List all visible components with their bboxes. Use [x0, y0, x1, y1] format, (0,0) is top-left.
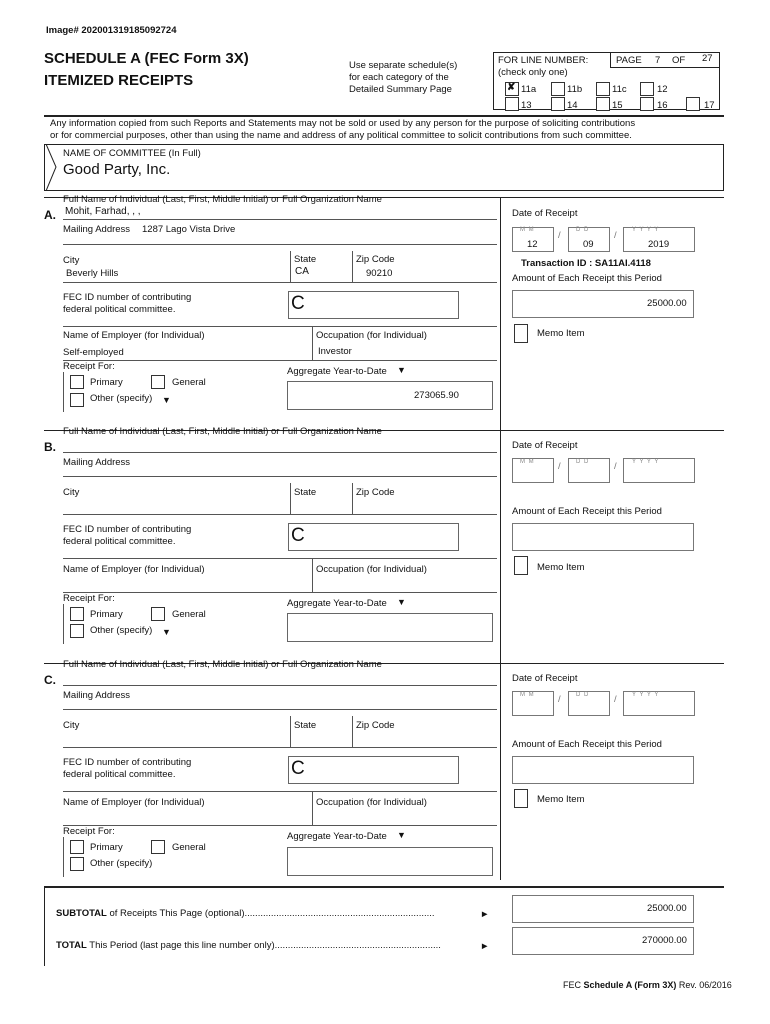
- a-employer-label: Name of Employer (for Individual): [63, 330, 205, 341]
- a-fec-c-letter: C: [291, 293, 305, 314]
- c-zip-label: Zip Code: [356, 720, 395, 731]
- subtotal-value: 25000.00: [647, 903, 687, 914]
- c-fec-id-label: FEC ID number of contributing federal political committee.: [63, 757, 192, 780]
- b-fec-id-field[interactable]: [288, 523, 459, 551]
- b-state-label: State: [294, 487, 317, 498]
- b-employer-label: Name of Employer (for Individual): [63, 564, 205, 575]
- line-11b-checkbox[interactable]: [551, 82, 565, 96]
- b-fec-c-letter: C: [291, 525, 305, 546]
- b-memo-checkbox[interactable]: [514, 556, 528, 575]
- a-primary-checkbox[interactable]: [70, 375, 84, 389]
- image-id: Image# 202001319185092724: [46, 25, 177, 36]
- line-17-label: 17: [704, 100, 715, 111]
- page-total: 27: [702, 53, 713, 64]
- b-amount-label: Amount of Each Receipt this Period: [512, 506, 662, 517]
- b-other-checkbox[interactable]: [70, 624, 84, 638]
- b-aggregate-field[interactable]: [287, 613, 493, 642]
- b-primary-label: Primary: [90, 609, 123, 620]
- c-city-label: City: [63, 720, 80, 731]
- c-aggregate-field[interactable]: [287, 847, 493, 876]
- c-section-letter: C.: [44, 673, 56, 687]
- line-12-checkbox[interactable]: [640, 82, 654, 96]
- b-fec-id-label: FEC ID number of contributing federal political committee.: [63, 524, 192, 547]
- b-general-label: General: [172, 609, 206, 620]
- line-13-label: 13: [521, 100, 532, 111]
- a-receipt-for-label: Receipt For:: [63, 361, 115, 372]
- a-zip-label: Zip Code: [356, 254, 395, 265]
- a-occupation-label: Occupation (for Individual): [316, 330, 427, 341]
- a-aggregate-field[interactable]: [287, 381, 493, 410]
- c-occupation-label: Occupation (for Individual): [316, 797, 427, 808]
- check-only-one: (check only one): [498, 67, 568, 78]
- disclaimer: Any information copied from such Reports and Statements may not be sold or used by any person for the purpose of soliciting contributions or for commercial purposes, other than using the name and address of any political committee to solicit contributions from such committee.: [50, 118, 636, 141]
- b-zip-label: Zip Code: [356, 487, 395, 498]
- b-city-label: City: [63, 487, 80, 498]
- c-fec-c-letter: C: [291, 758, 305, 779]
- b-amount-field[interactable]: [512, 523, 694, 551]
- a-fec-id-label: FEC ID number of contributing federal political committee.: [63, 292, 192, 315]
- a-date-day-value: 09: [583, 239, 594, 250]
- c-general-label: General: [172, 842, 206, 853]
- line-11c-label: 11c: [612, 84, 627, 95]
- b-other-label: Other (specify): [90, 625, 153, 636]
- b-section-letter: B.: [44, 440, 56, 454]
- total-value: 270000.00: [642, 935, 687, 946]
- c-full-name-label: Full Name of Individual (Last, First, Middle Initial) or Full Organization Name: [63, 659, 382, 670]
- a-transaction-id: Transaction ID : SA11AI.4118: [521, 258, 651, 269]
- a-state-value: CA: [295, 266, 309, 277]
- a-memo-label: Memo Item: [537, 328, 585, 339]
- a-mailing-address: 1287 Lago Vista Drive: [142, 224, 236, 235]
- subtotal-label: SUBTOTAL of Receipts This Page (optional)........................................................................: [56, 908, 435, 919]
- line-11a-checkbox[interactable]: ✘: [505, 82, 519, 96]
- a-state-label: State: [294, 254, 317, 265]
- line-14-checkbox[interactable]: [551, 97, 565, 111]
- line-number-label: FOR LINE NUMBER:: [498, 55, 589, 66]
- a-other-checkbox[interactable]: [70, 393, 84, 407]
- line-17-checkbox[interactable]: [686, 97, 700, 111]
- a-other-label: Other (specify): [90, 393, 153, 404]
- line-11c-checkbox[interactable]: [596, 82, 610, 96]
- c-amount-label: Amount of Each Receipt this Period: [512, 739, 662, 750]
- total-arrow-icon: ►: [480, 941, 490, 952]
- c-date-label: Date of Receipt: [512, 673, 578, 684]
- form-subtitle: ITEMIZED RECEIPTS: [44, 72, 194, 89]
- c-general-checkbox[interactable]: [151, 840, 165, 854]
- b-memo-label: Memo Item: [537, 562, 585, 573]
- c-state-label: State: [294, 720, 317, 731]
- a-other-arrow-icon: ▼: [162, 395, 171, 405]
- line-15-label: 15: [612, 100, 623, 111]
- line-13-checkbox[interactable]: [505, 97, 519, 111]
- b-other-arrow-icon: ▼: [162, 627, 171, 637]
- line-11a-label: 11a: [521, 84, 537, 95]
- line-15-checkbox[interactable]: [596, 97, 610, 111]
- b-full-name-label: Full Name of Individual (Last, First, Middle Initial) or Full Organization Name: [63, 426, 382, 437]
- c-other-checkbox[interactable]: [70, 857, 84, 871]
- c-employer-label: Name of Employer (for Individual): [63, 797, 205, 808]
- a-amount-label: Amount of Each Receipt this Period: [512, 273, 662, 284]
- a-memo-checkbox[interactable]: [514, 324, 528, 343]
- committee-label: NAME OF COMMITTEE (In Full): [63, 148, 201, 159]
- separate-schedule-note: Use separate schedule(s) for each category of the Detailed Summary Page: [349, 60, 458, 95]
- a-employer-value: Self-employed: [63, 347, 124, 358]
- b-general-checkbox[interactable]: [151, 607, 165, 621]
- c-primary-checkbox[interactable]: [70, 840, 84, 854]
- committee-name: Good Party, Inc.: [63, 161, 171, 178]
- b-receipt-for-label: Receipt For:: [63, 593, 115, 604]
- page-label: PAGE: [616, 55, 642, 66]
- b-aggregate-arrow-icon: ▼: [397, 597, 406, 607]
- b-primary-checkbox[interactable]: [70, 607, 84, 621]
- a-city-label: City: [63, 255, 80, 266]
- a-full-name-label: Full Name of Individual (Last, First, Middle Initial) or Full Organization Name: [63, 194, 382, 205]
- a-aggregate-value: 273065.90: [414, 390, 459, 401]
- line-16-checkbox[interactable]: [640, 97, 654, 111]
- line-14-label: 14: [567, 100, 578, 111]
- c-receipt-for-label: Receipt For:: [63, 826, 115, 837]
- a-general-checkbox[interactable]: [151, 375, 165, 389]
- form-title: SCHEDULE A (FEC Form 3X): [44, 50, 249, 67]
- c-aggregate-label: Aggregate Year-to-Date: [287, 831, 387, 842]
- c-memo-checkbox[interactable]: [514, 789, 528, 808]
- page-number: 7: [655, 55, 661, 66]
- a-aggregate-label: Aggregate Year-to-Date: [287, 366, 387, 377]
- c-mailing-label: Mailing Address: [63, 690, 131, 701]
- form-footer: FEC Schedule A (Form 3X) Rev. 06/2016: [563, 980, 732, 990]
- c-other-label: Other (specify): [90, 858, 153, 869]
- a-amount-value: 25000.00: [647, 298, 687, 309]
- subtotal-arrow-icon: ►: [480, 909, 490, 920]
- a-date-month-value: 12: [527, 239, 538, 250]
- of-label: OF: [672, 55, 686, 66]
- c-primary-label: Primary: [90, 842, 123, 853]
- a-occupation-value: Investor: [318, 346, 352, 357]
- a-aggregate-arrow-icon: ▼: [397, 365, 406, 375]
- total-label: TOTAL This Period (last page this line number only)...............................................................: [56, 940, 441, 951]
- a-city-value: Beverly Hills: [66, 268, 119, 279]
- c-memo-label: Memo Item: [537, 794, 585, 805]
- a-date-label: Date of Receipt: [512, 208, 578, 219]
- c-amount-field[interactable]: [512, 756, 694, 784]
- a-general-label: General: [172, 377, 206, 388]
- a-mailing-label: Mailing Address: [63, 224, 131, 235]
- a-primary-label: Primary: [90, 377, 123, 388]
- a-contributor-name: Mohit, Farhad, , ,: [65, 206, 141, 217]
- c-fec-id-field[interactable]: [288, 756, 459, 784]
- a-section-letter: A.: [44, 208, 56, 222]
- committee-bracket-icon: [44, 144, 58, 191]
- line-16-label: 16: [657, 100, 668, 111]
- c-aggregate-arrow-icon: ▼: [397, 830, 406, 840]
- a-fec-id-field[interactable]: [288, 291, 459, 319]
- a-date-year-value: 2019: [648, 239, 670, 250]
- b-date-label: Date of Receipt: [512, 440, 578, 451]
- b-aggregate-label: Aggregate Year-to-Date: [287, 598, 387, 609]
- b-mailing-label: Mailing Address: [63, 457, 131, 468]
- line-12-label: 12: [657, 84, 668, 95]
- b-occupation-label: Occupation (for Individual): [316, 564, 427, 575]
- a-zip-value: 90210: [366, 268, 393, 279]
- line-11b-label: 11b: [567, 84, 583, 95]
